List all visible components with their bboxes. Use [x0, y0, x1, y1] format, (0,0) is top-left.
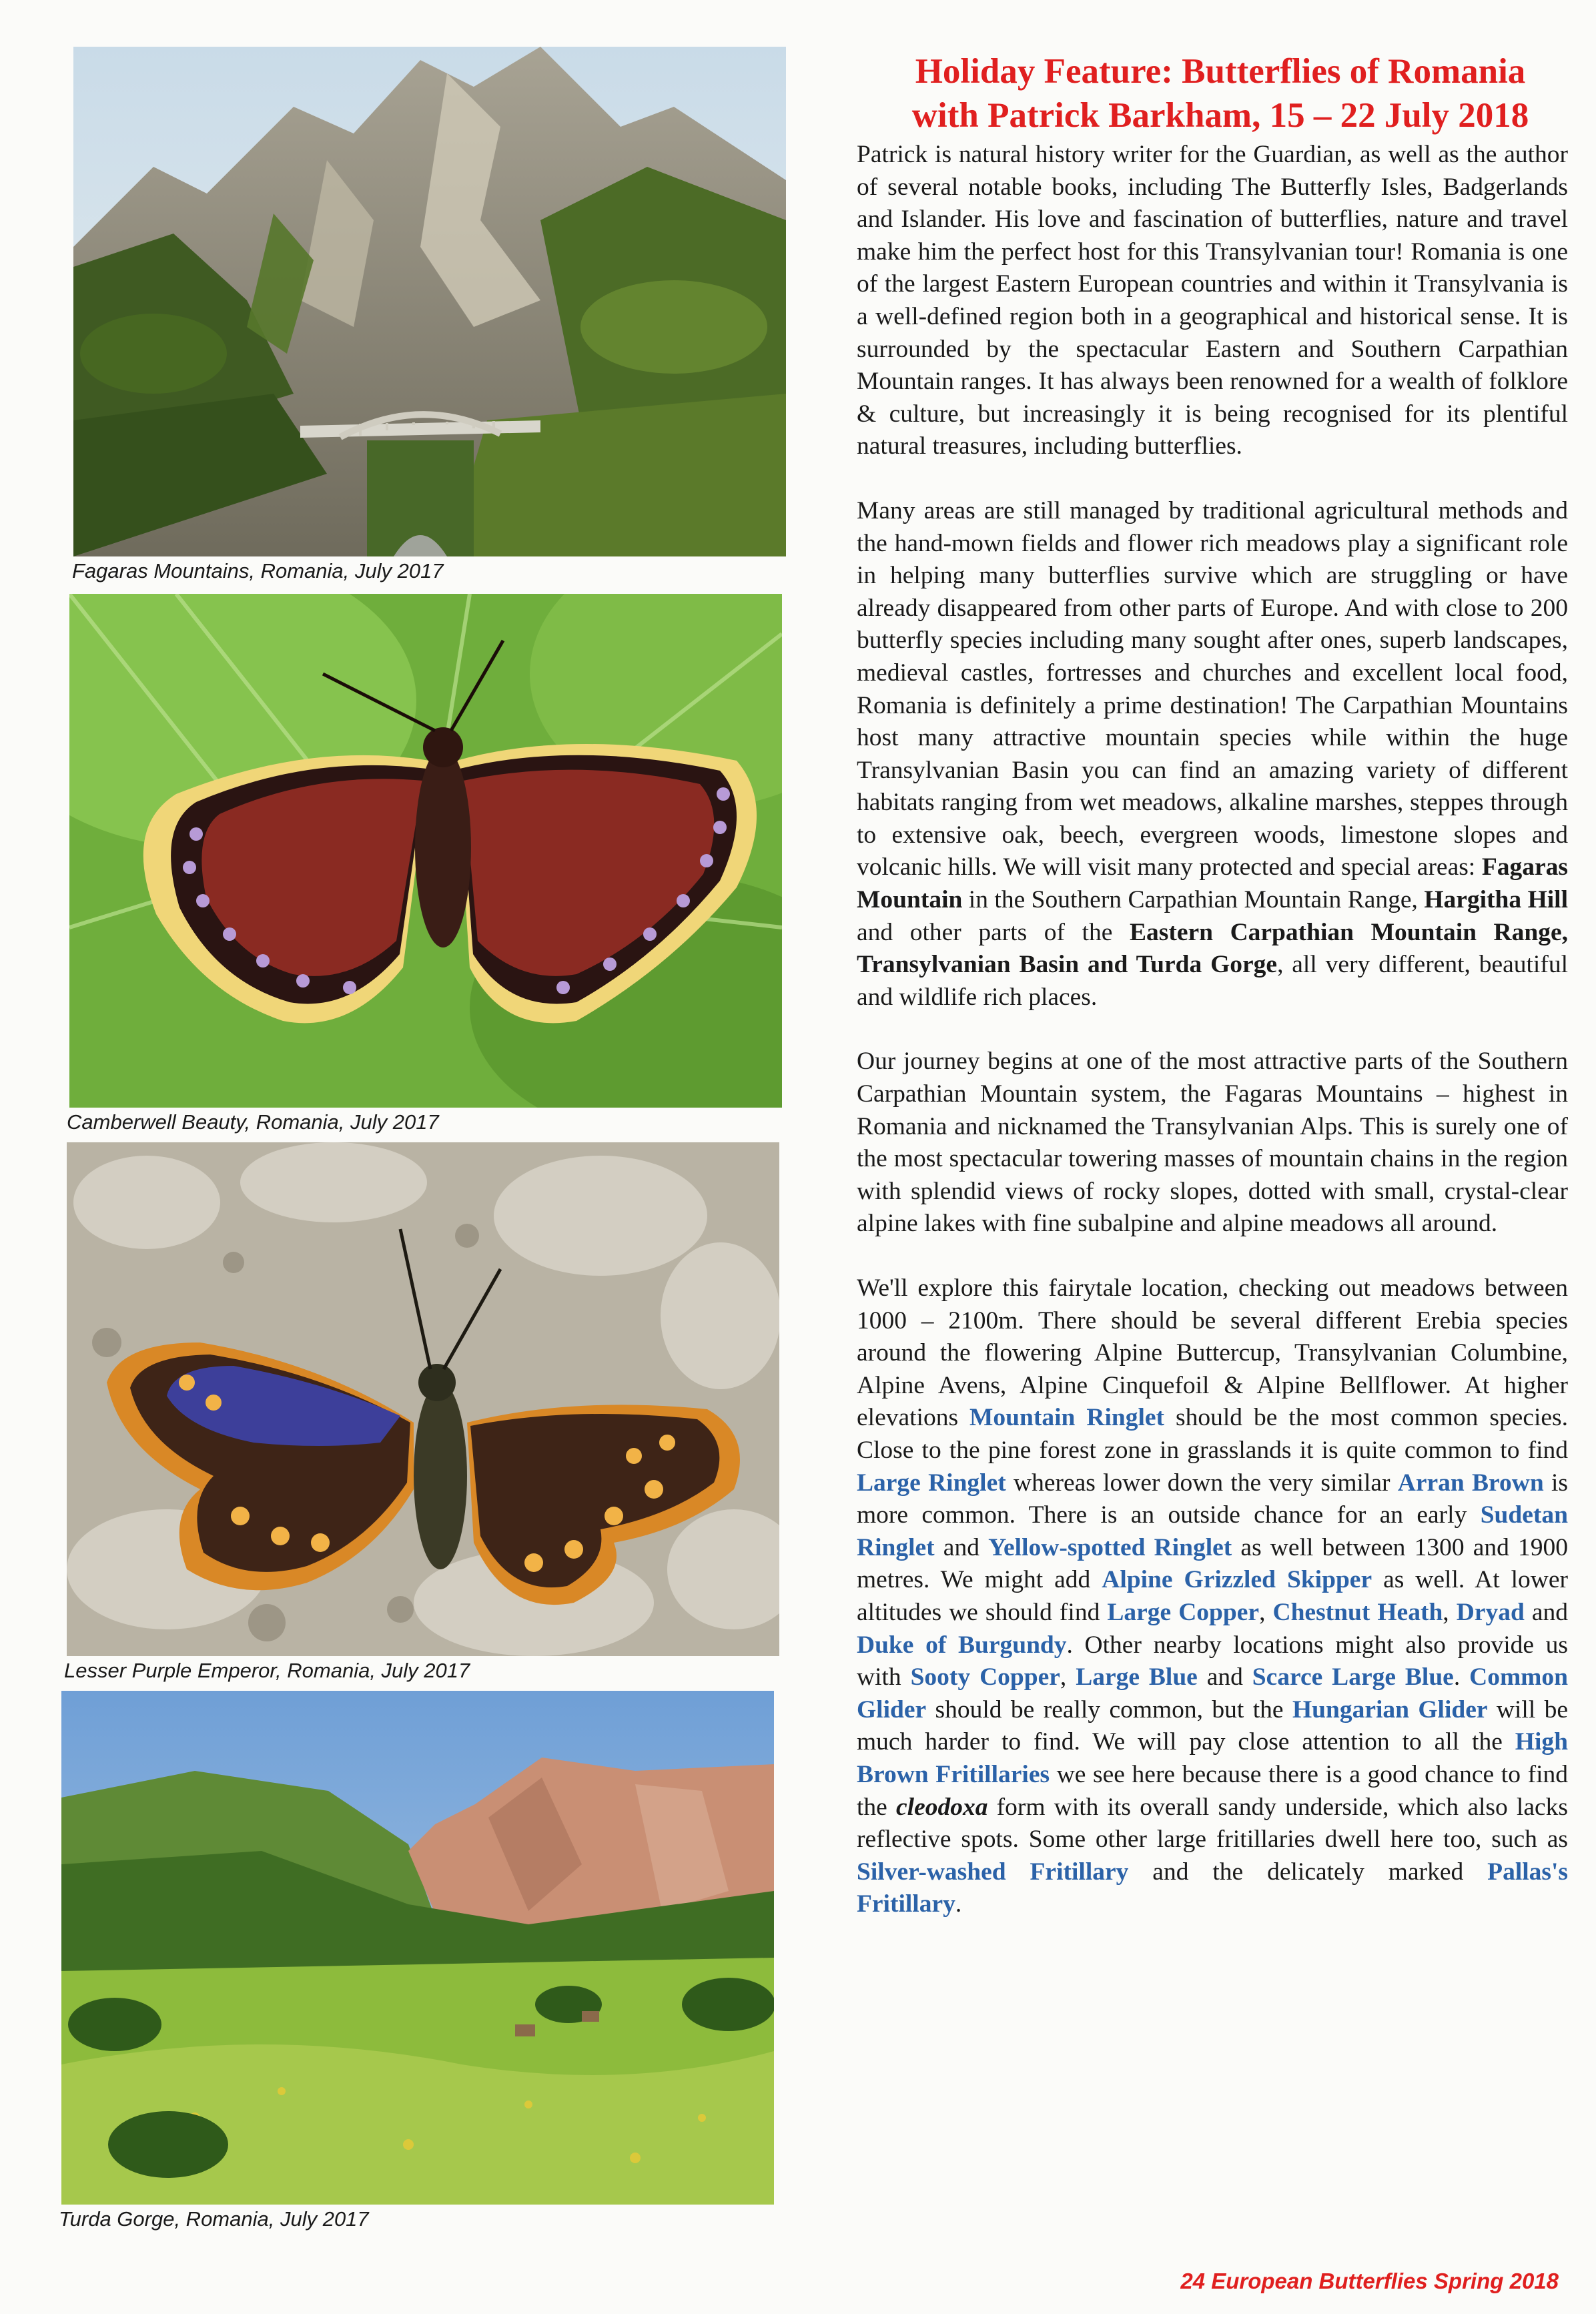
photo-caption: Fagaras Mountains, Romania, July 2017	[72, 559, 444, 583]
species-name: Silver-washed Fritillary	[857, 1858, 1129, 1886]
photo-fagaras-mountains	[73, 47, 786, 556]
text-run: ,	[1259, 1598, 1273, 1626]
species-name: High Brown Fritillaries	[857, 1728, 1568, 1788]
paragraph-intro: Patrick is natural history writer for the Guardian, as well as the author of several notable books, including The Butterfly Isles, Badgerlands and Islander. His love and fascination of butterflies, nature and travel make him the perfect host for this Transylvanian tour! Romania is one of the largest Eastern European countries and within it Transylvania is a well-defined region both in a geographical and historical sense. It is surrounded by the spectacular Eastern and Southern Carpathian Mountain ranges. It has always been renowned for a wealth of folklore & culture, but increasingly it is being recognised for its plentiful natural treasures, including butterflies.	[857, 141, 1568, 460]
text-run: and other parts of the	[857, 918, 1130, 946]
place-name-fagaras: Fagaras Mountain	[857, 853, 1568, 914]
species-name: Common Glider	[857, 1663, 1569, 1723]
paragraph-journey: Our journey begins at one of the most attractive parts of the Southern Carpathian Mountain system, the Fagaras Mountains – highest in Romania and nicknamed the Transylvanian Alps. This is surely one of the most spectacular towering masses of mountain chains in the region with splendid views of rocky slopes, dotted with small, crystal-clear alpine lakes with fine subalpine and alpine meadows all around.	[857, 1048, 1568, 1238]
species-name: Dryad	[1456, 1598, 1525, 1626]
text-run: and	[1197, 1663, 1252, 1691]
photo-lesser-purple-emperor	[67, 1142, 779, 1656]
photo-caption: Lesser Purple Emperor, Romania, July 2017	[64, 1659, 470, 1682]
text-run: and	[934, 1533, 989, 1561]
species-name: Large Copper	[1107, 1598, 1260, 1626]
place-name-eastern-carpathian: Eastern Carpathian Mountain Range, Transylvanian Basin and Turda Gorge	[857, 918, 1568, 979]
text-run: .	[1453, 1663, 1470, 1691]
species-name: Chestnut Heath	[1272, 1598, 1443, 1626]
species-name: Large Ringlet	[857, 1469, 1006, 1497]
text-run: . Other nearby locations might also provide us with	[857, 1631, 1568, 1691]
text-run: ,	[1443, 1598, 1457, 1626]
photo-camberwell-beauty	[69, 594, 782, 1108]
article-body	[857, 139, 1568, 1953]
species-name: Hungarian Glider	[1292, 1695, 1488, 1723]
species-name: Arran Brown	[1397, 1469, 1544, 1497]
text-run: , all very different, beautiful and wildlife rich places.	[857, 951, 1569, 1011]
species-name: Mountain Ringlet	[969, 1404, 1165, 1432]
paragraph-areas	[857, 495, 1568, 1014]
text-run: as well. At lower altitudes we should find	[857, 1566, 1569, 1626]
text-run: and the delicately marked	[1128, 1858, 1488, 1886]
article-title-line-2: with Patrick Barkham, 15 – 22 July 2018	[911, 96, 1529, 135]
text-run: will be much harder to find. We will pay close attention to all the	[857, 1695, 1569, 1756]
text-run: and	[1524, 1598, 1568, 1626]
text-run: as well between 1300 and 1900 metres. We might add	[857, 1533, 1568, 1594]
text-run: we see here because there is a good chance to find the	[857, 1760, 1568, 1821]
text-run: .	[955, 1890, 962, 1918]
species-name: Sudetan Ringlet	[857, 1501, 1568, 1561]
photo-caption: Camberwell Beauty, Romania, July 2017	[67, 1110, 439, 1134]
species-name: Yellow-spotted Ringlet	[988, 1533, 1232, 1561]
text-run: form with its overall sandy underside, which also lacks reflective spots. Some other large fritillaries dwell here too, such as	[857, 1793, 1568, 1854]
text-run: Many areas are still managed by traditional agricultural methods and the hand-mown fields and flower rich meadows play a significant role in helping many butterflies survive which are struggling or have already disappeared from other parts of Europe. And with close to 200 butterfly species including many sought after ones, superb landscapes, medieval castles, fortresses and churches and excellent local food, Romania is definitely a prime destination! The Carpathian Mountains host many attractive mountain species while within the huge Transylvanian Basin you can find an amazing variety of different habitats ranging from wet meadows, alkaline marshes, steppes through to extensive oak, beech, evergreen woods, limestone slopes and volcanic hills. We will visit many protected and special areas:	[857, 496, 1568, 881]
text-run: should be the most common species. Close to the pine forest zone in grasslands it is quite common to find	[857, 1404, 1568, 1464]
species-name: Pallas's Fritillary	[857, 1858, 1569, 1918]
text-run: We'll explore this fairytale location, checking out meadows between 1000 – 2100m. There should be several different Erebia species around the flowering Alpine Buttercup, Transylvanian Columbine, Alpine Avens, Alpine Cinquefoil & Alpine Bellflower. At higher elevations	[857, 1274, 1568, 1432]
photo-caption: Turda Gorge, Romania, July 2017	[59, 2207, 369, 2231]
species-name: Sooty Copper	[910, 1663, 1060, 1691]
page-footer: 24 European Butterflies Spring 2018	[1180, 2269, 1559, 2293]
article-title	[863, 49, 1577, 137]
paragraph-species	[857, 1272, 1568, 1921]
photo-turda-gorge	[61, 1691, 774, 2205]
text-run: is more common. There is an outside chance for an early	[857, 1469, 1568, 1529]
text-run: whereas lower down the very similar	[1006, 1469, 1398, 1497]
form-name-cleodoxa: cleodoxa	[896, 1793, 988, 1821]
species-name: Duke of Burgundy	[857, 1631, 1067, 1659]
article-title-line-1: Holiday Feature: Butterflies of Romania	[915, 52, 1526, 91]
text-run: should be really common, but the	[926, 1695, 1292, 1723]
species-name: Alpine Grizzled Skipper	[1102, 1566, 1372, 1594]
text-run: ,	[1060, 1663, 1076, 1691]
species-name: Scarce Large Blue	[1252, 1663, 1454, 1691]
species-name: Large Blue	[1076, 1663, 1198, 1691]
text-run: in the Southern Carpathian Mountain Range,	[962, 886, 1425, 914]
place-name-hargitha: Hargitha Hill	[1424, 886, 1568, 914]
